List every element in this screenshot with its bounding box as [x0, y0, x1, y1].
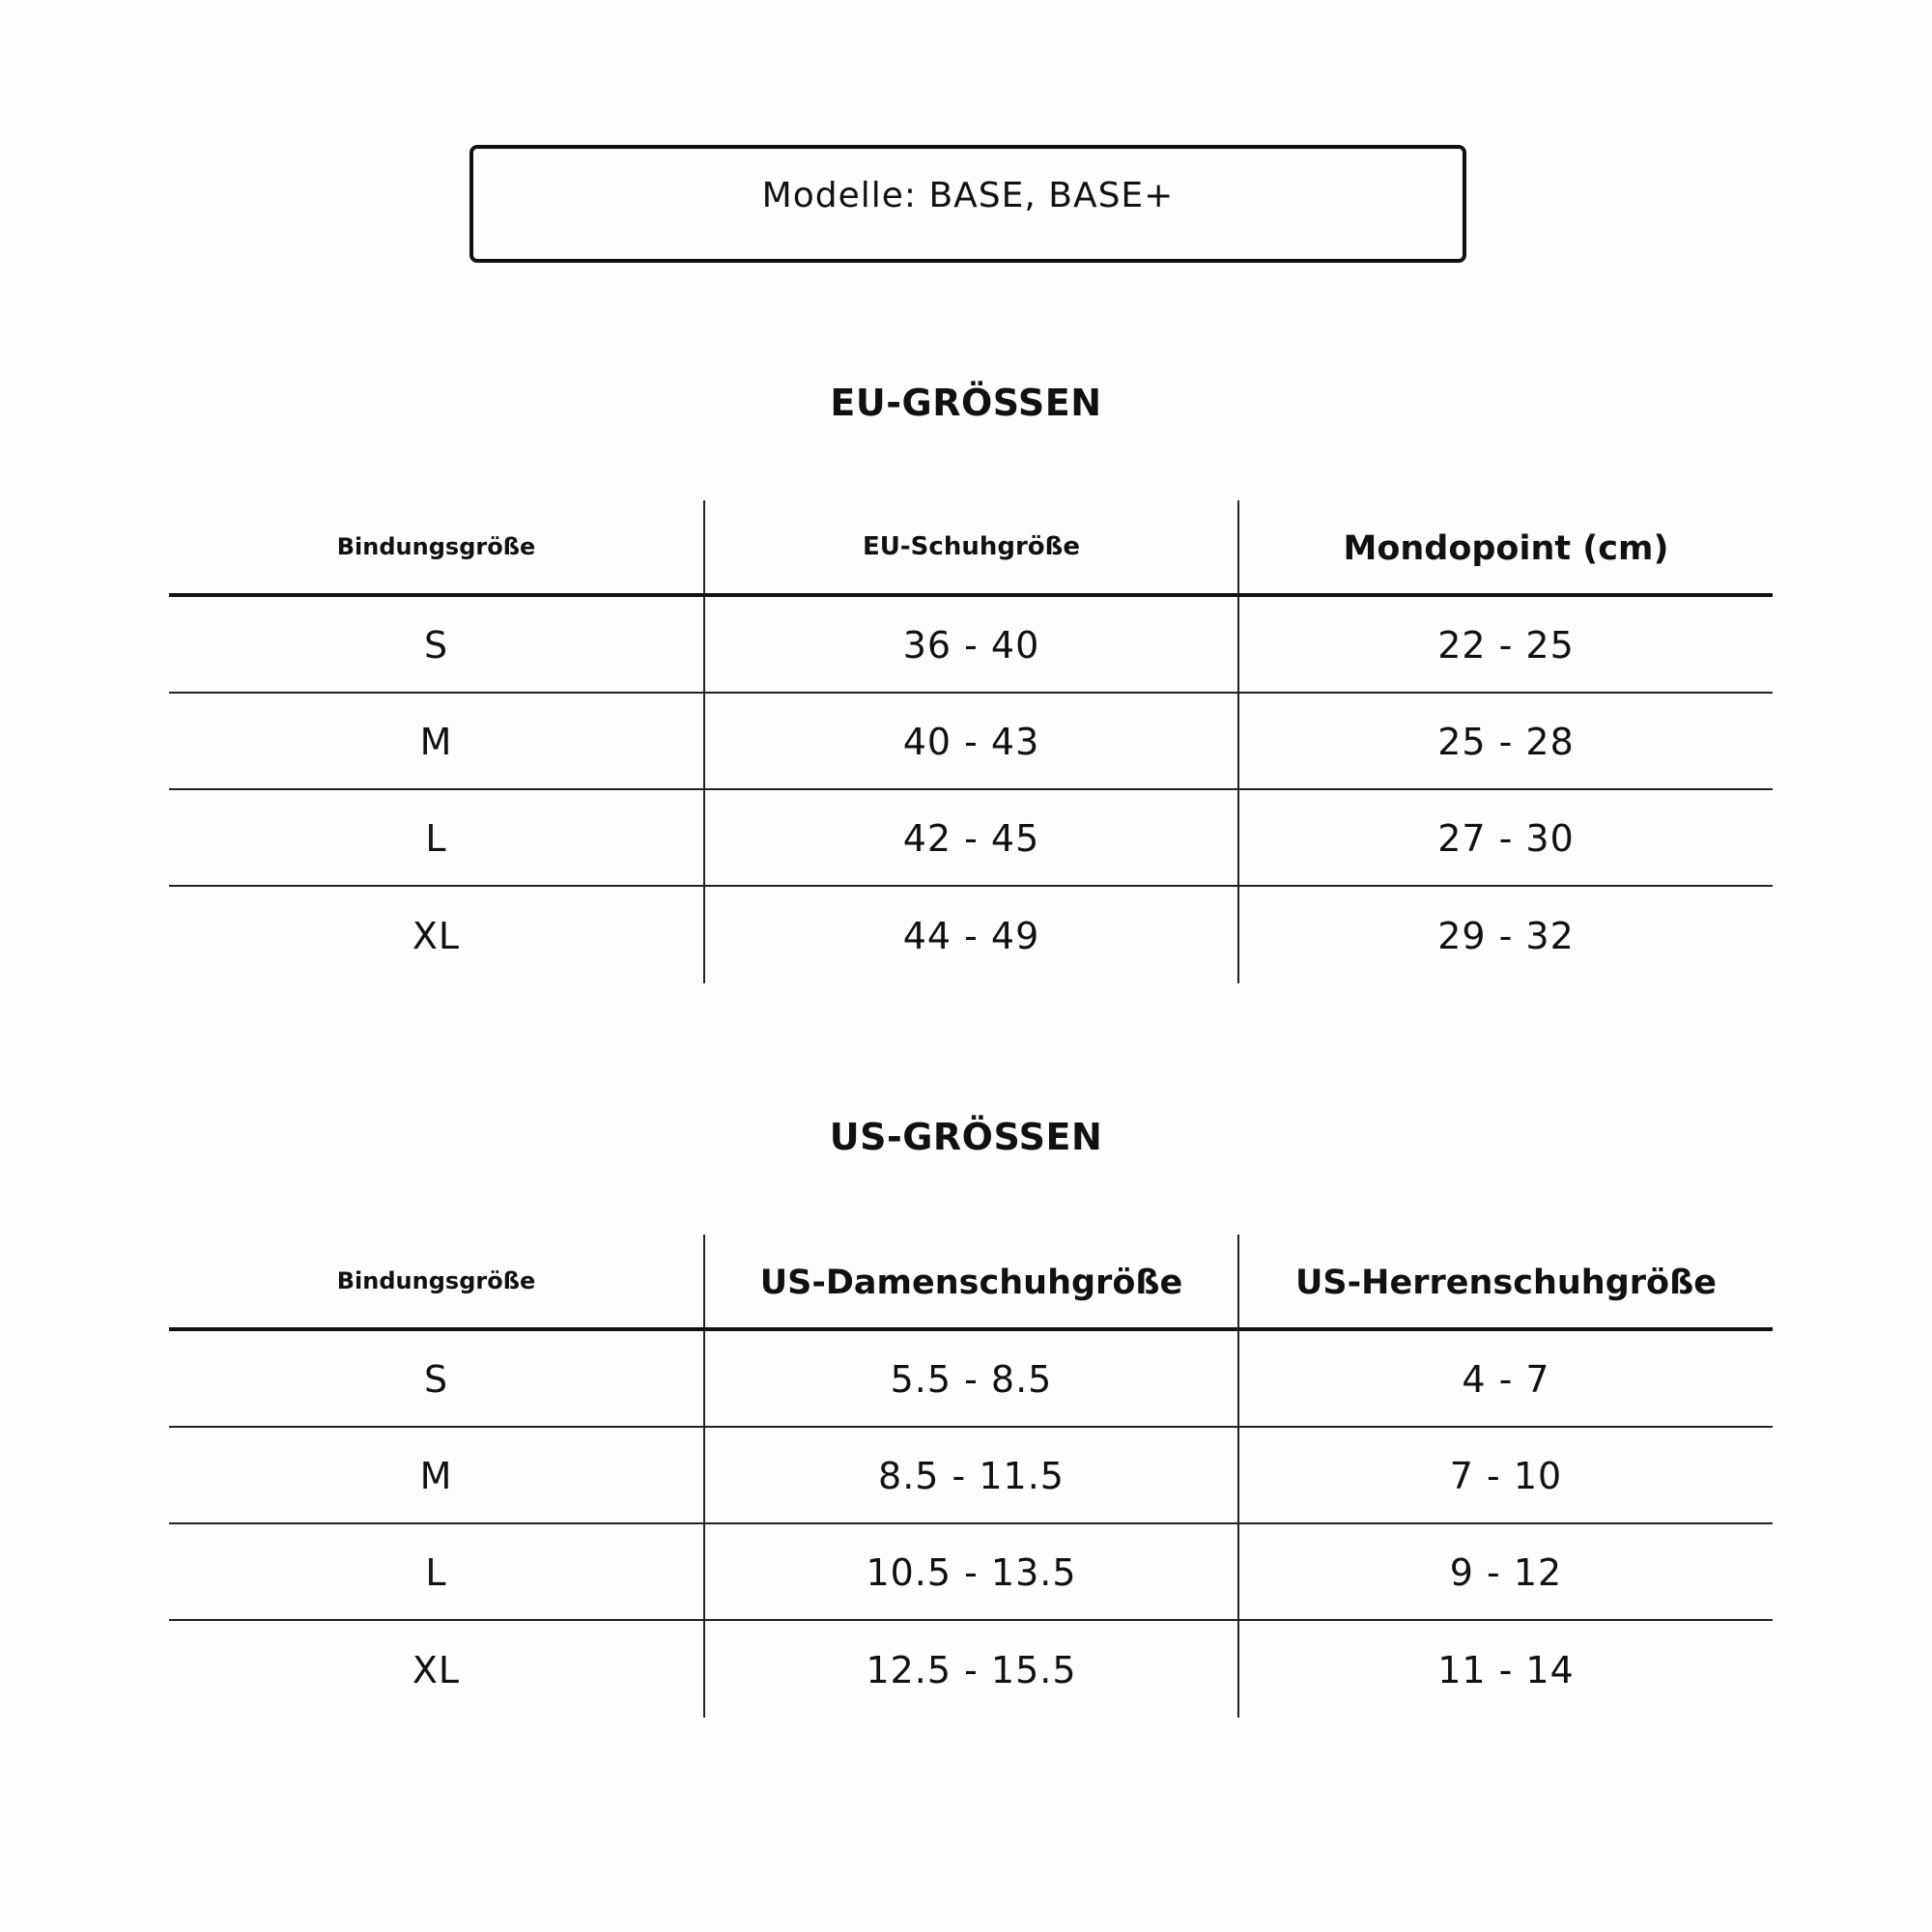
us-section-title: US-GRÖSSEN: [829, 1116, 1103, 1158]
us-binding-size-cell: S: [423, 1358, 449, 1401]
eu-size-table: [169, 500, 1773, 983]
eu-binding-size-cell: M: [419, 721, 453, 763]
us-mens-size-cell: 7 - 10: [1237, 1428, 1773, 1522]
us-womens-size-cell: 5.5 - 8.5: [703, 1331, 1237, 1426]
eu-header-shoe-size: EU-Schuhgröße: [703, 500, 1237, 593]
eu-shoe-size-cell: 40 - 43: [703, 694, 1237, 788]
eu-table-row: [169, 887, 1773, 983]
eu-binding-size-cell: L: [425, 817, 447, 860]
us-header-womens-shoe-size: US-Damenschuhgröße: [703, 1235, 1237, 1327]
eu-shoe-size-cell: 36 - 40: [703, 597, 1237, 692]
eu-section-title: EU-GRÖSSEN: [830, 382, 1102, 424]
eu-table-row: [169, 597, 1773, 694]
eu-mondopoint-cell: 27 - 30: [1237, 790, 1773, 885]
us-binding-size-cell: L: [425, 1551, 447, 1594]
us-womens-size-cell: 12.5 - 15.5: [703, 1621, 1237, 1718]
us-womens-size-cell: 10.5 - 13.5: [703, 1524, 1237, 1619]
models-label: Modelle: BASE, BASE+: [761, 176, 1175, 215]
eu-binding-size-cell: S: [423, 624, 449, 667]
eu-shoe-size-cell: 42 - 45: [703, 790, 1237, 885]
us-header-mens-shoe-size: US-Herrenschuhgröße: [1237, 1235, 1773, 1327]
models-box: [469, 145, 1466, 263]
eu-table-header-row: [169, 500, 1773, 597]
eu-mondopoint-cell: 29 - 32: [1237, 887, 1773, 983]
us-table-row: [169, 1428, 1773, 1524]
us-table-row: [169, 1331, 1773, 1428]
us-mens-size-cell: 4 - 7: [1237, 1331, 1773, 1426]
eu-binding-size-cell: XL: [412, 915, 461, 957]
eu-mondopoint-cell: 25 - 28: [1237, 694, 1773, 788]
us-binding-size-cell: M: [419, 1455, 453, 1497]
eu-table-row: [169, 694, 1773, 790]
us-mens-size-cell: 9 - 12: [1237, 1524, 1773, 1619]
us-header-binding-size: Bindungsgröße: [336, 1267, 536, 1294]
eu-mondopoint-cell: 22 - 25: [1237, 597, 1773, 692]
us-mens-size-cell: 11 - 14: [1237, 1621, 1773, 1718]
us-size-table: [169, 1235, 1773, 1718]
us-table-row: [169, 1621, 1773, 1718]
us-binding-size-cell: XL: [412, 1649, 461, 1691]
eu-table-row: [169, 790, 1773, 887]
eu-header-binding-size: Bindungsgröße: [336, 533, 536, 560]
us-table-header-row: [169, 1235, 1773, 1331]
us-womens-size-cell: 8.5 - 11.5: [703, 1428, 1237, 1522]
eu-shoe-size-cell: 44 - 49: [703, 887, 1237, 983]
eu-header-mondopoint: Mondopoint (cm): [1237, 500, 1773, 593]
us-table-row: [169, 1524, 1773, 1621]
